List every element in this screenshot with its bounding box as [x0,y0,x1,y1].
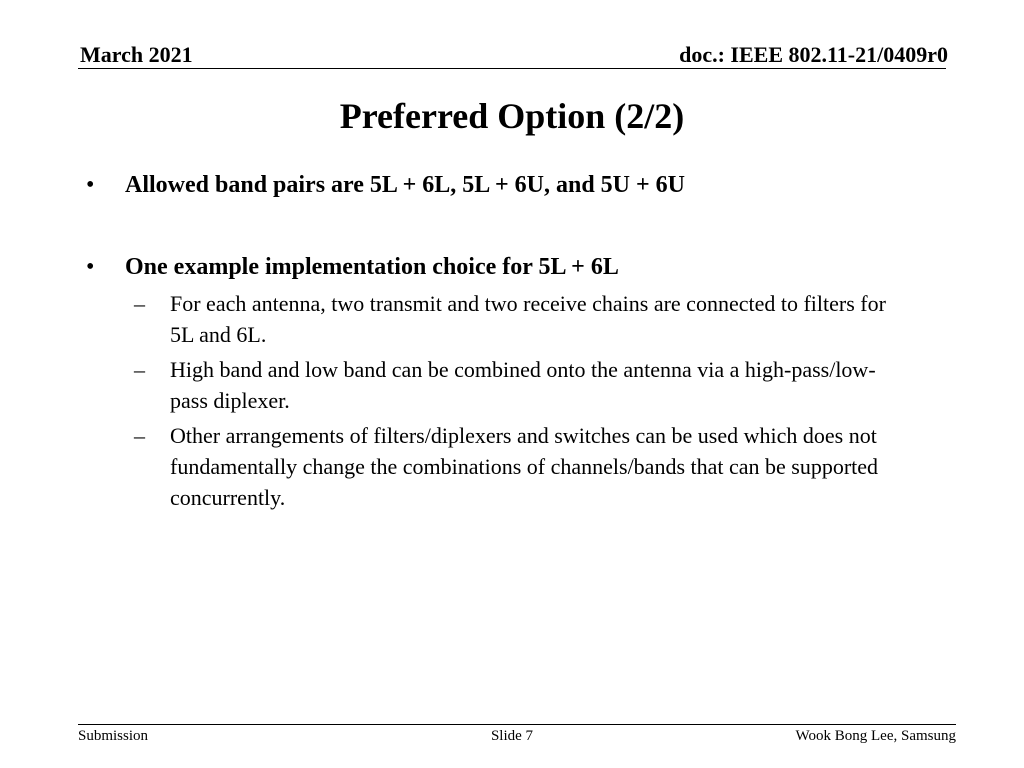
slide-title: Preferred Option (2/2) [339,96,685,136]
sub-bullet-item [134,420,926,513]
header-doc-id: doc.: IEEE 802.11-21/0409r0 [679,42,948,67]
bullet-text: One example implementation choice for 5L + 6L [125,254,619,280]
bullet-icon: • [86,172,95,198]
sub-bullet-text: High band and low band can be combined onto the antenna via a high-pass/low-pass diplexer. [170,357,876,413]
sub-bullet-item [134,354,926,416]
sub-bullet-text: Other arrangements of filters/diplexers and switches can be used which does not fundamentally change the combinations of channels/bands that can be supported concurrently. [170,423,879,510]
slide-body [86,168,926,513]
dash-icon: – [134,423,145,448]
bullet-spacer [86,202,926,250]
dash-icon: – [134,291,145,316]
bullet-item [86,168,926,202]
bullet-text: Allowed band pairs are 5L + 6L, 5L + 6U, and 5U + 6U [125,172,686,198]
header-divider [78,68,946,69]
footer-submission: Submission [78,728,149,744]
footer-author: Wook Bong Lee, Samsung [795,728,956,744]
sub-bullet-text: For each antenna, two transmit and two receive chains are connected to filters for 5L and 6L. [170,291,886,347]
footer-slide-number: Slide 7 [490,728,534,744]
dash-icon: – [134,357,145,382]
bullet-item [86,250,926,284]
bullet-icon: • [86,254,95,280]
footer-divider [78,724,956,725]
sub-bullet-item [134,288,926,350]
header-date: March 2021 [80,42,193,67]
